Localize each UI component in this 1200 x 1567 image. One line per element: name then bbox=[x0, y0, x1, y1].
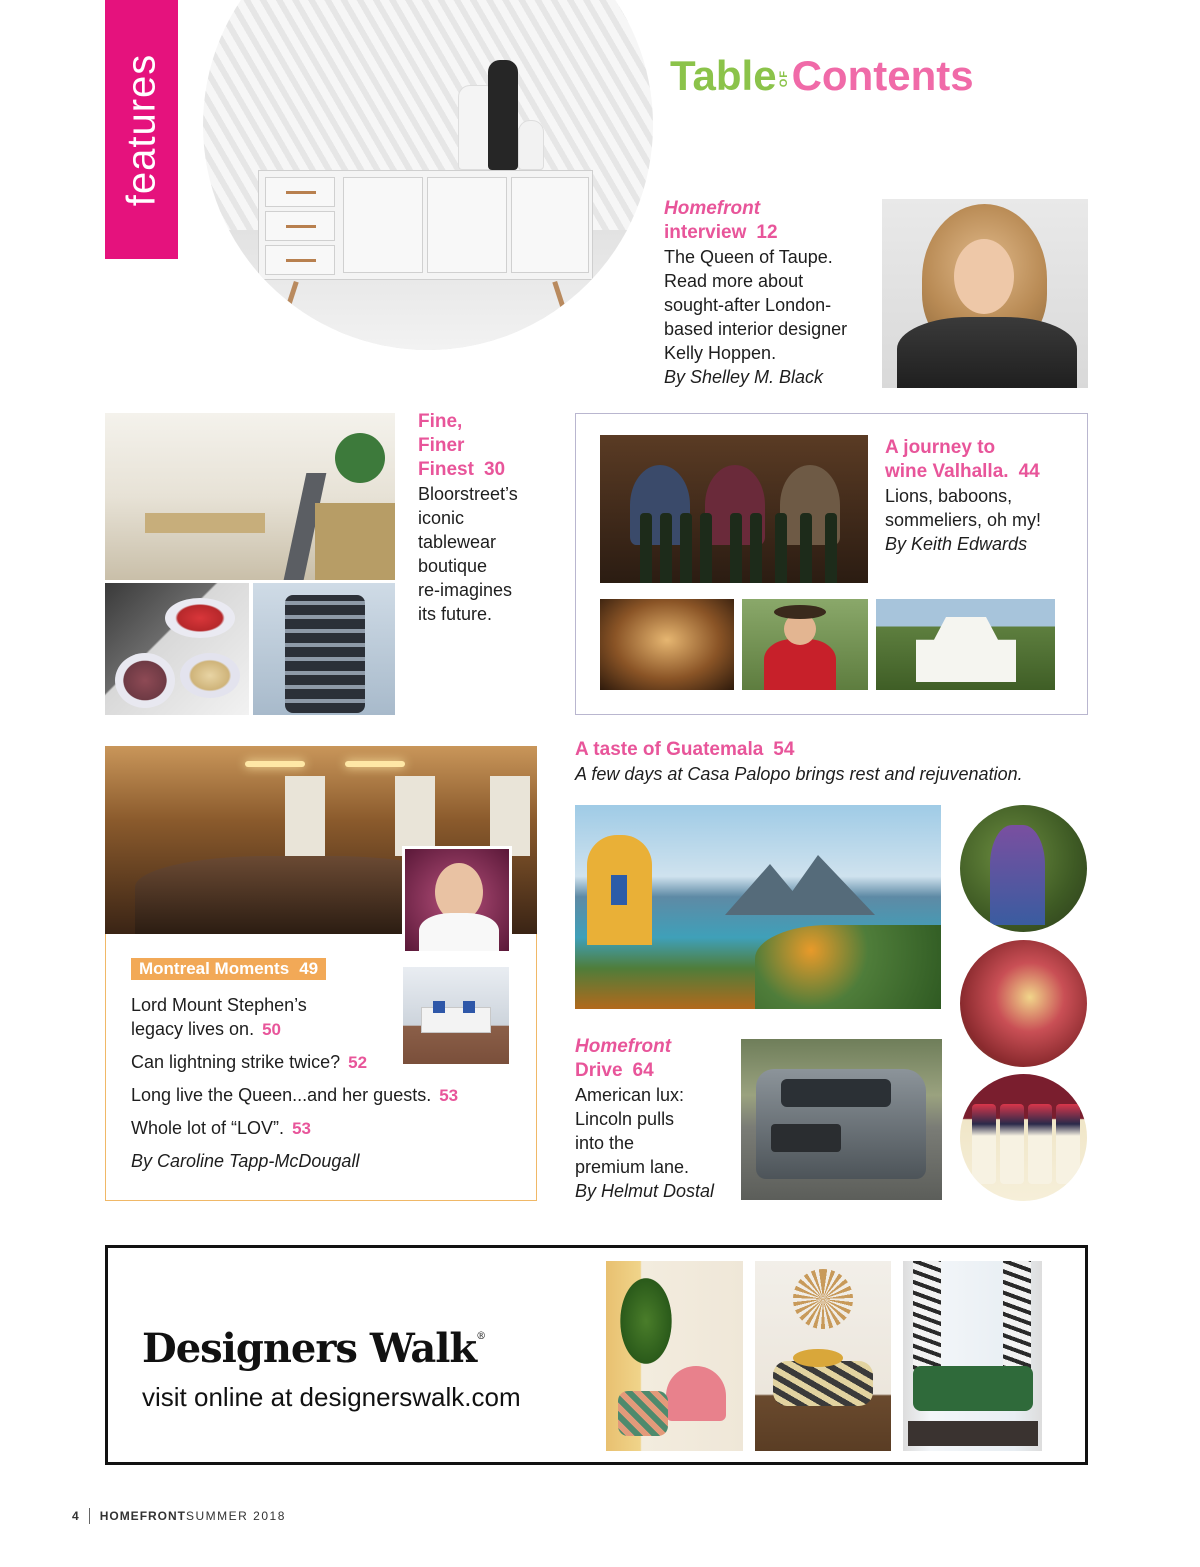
article-byline: By Shelley M. Black bbox=[664, 367, 824, 387]
section-tab-label: features bbox=[119, 53, 163, 206]
photo-detail bbox=[755, 925, 941, 1009]
list-item-text: legacy lives on. bbox=[131, 1019, 255, 1039]
wine-cellar-photo bbox=[600, 599, 734, 690]
article-guatemala[interactable] bbox=[575, 738, 1075, 786]
article-body-line: The Queen of Taupe. bbox=[664, 247, 833, 267]
photo-detail bbox=[775, 513, 787, 583]
photo-detail bbox=[793, 1269, 853, 1329]
cape-dutch-house-photo bbox=[876, 599, 1055, 690]
photo-detail bbox=[730, 513, 742, 583]
article-body-line: sought-after London- bbox=[664, 295, 832, 315]
sideboard-door bbox=[427, 177, 507, 273]
article-body-line: sommeliers, oh my! bbox=[885, 510, 1042, 530]
photo-detail bbox=[771, 1124, 841, 1152]
photo-detail bbox=[245, 761, 305, 767]
boutique-interior-photo bbox=[105, 413, 395, 580]
footer-divider bbox=[89, 1508, 90, 1524]
photo-detail bbox=[640, 513, 652, 583]
footer-magazine-name: HOMEFRONT bbox=[99, 1509, 187, 1523]
photo-detail bbox=[315, 503, 395, 580]
photo-detail bbox=[793, 1349, 843, 1367]
section-tab bbox=[105, 0, 178, 259]
crystal-vase-photo bbox=[253, 583, 395, 715]
lake-atitlan-photo bbox=[575, 805, 941, 1009]
page-number: 53 bbox=[292, 1119, 311, 1138]
photo-detail bbox=[725, 855, 875, 915]
lincoln-suv-photo bbox=[741, 1039, 942, 1200]
article-body-line: Read more about bbox=[664, 271, 804, 291]
page-number: 49 bbox=[299, 959, 319, 978]
montreal-label-text: Montreal Moments bbox=[139, 959, 290, 978]
list-item[interactable] bbox=[131, 1083, 531, 1108]
photo-detail bbox=[666, 1366, 726, 1421]
sideboard-drawer bbox=[265, 177, 335, 207]
desserts-circle-photo bbox=[960, 1074, 1087, 1201]
photo-detail bbox=[972, 1104, 996, 1184]
photo-detail bbox=[1000, 1104, 1024, 1184]
hero-vase-black bbox=[488, 60, 518, 170]
ad-photo-pink-chair bbox=[606, 1261, 743, 1451]
page-number: 54 bbox=[773, 739, 795, 760]
photo-detail bbox=[618, 1391, 668, 1436]
photo-detail bbox=[781, 1079, 891, 1107]
photo-detail bbox=[587, 835, 652, 945]
page-footer bbox=[72, 1508, 286, 1524]
list-item-text: Long live the Queen...and her guests. bbox=[131, 1085, 432, 1105]
article-head: interview bbox=[664, 222, 747, 243]
photo-detail bbox=[764, 639, 836, 690]
title-part-2: Contents bbox=[791, 52, 974, 99]
title-part-1: Table bbox=[670, 52, 777, 99]
article-head: Finest bbox=[418, 459, 474, 480]
article-body-line: Bloorstreet’s bbox=[418, 484, 518, 504]
photo-detail bbox=[335, 433, 385, 483]
list-item[interactable] bbox=[131, 1050, 531, 1075]
photo-detail bbox=[419, 913, 499, 954]
photo-detail bbox=[800, 513, 812, 583]
hero-vase-small bbox=[518, 120, 544, 170]
article-head: Drive bbox=[575, 1060, 623, 1081]
list-item-text: Can lightning strike twice? bbox=[131, 1052, 341, 1072]
sideboard-drawer bbox=[265, 245, 335, 275]
page-number: 53 bbox=[439, 1086, 459, 1105]
chef-portrait-photo bbox=[402, 846, 512, 954]
article-head: Fine, bbox=[418, 411, 463, 432]
ad-photo-green-sofa bbox=[903, 1261, 1042, 1451]
photo-detail bbox=[700, 513, 712, 583]
photo-detail bbox=[916, 617, 1016, 682]
list-item[interactable] bbox=[131, 993, 531, 1042]
ad-url-text[interactable]: visit online at designerswalk.com bbox=[142, 1382, 521, 1412]
photo-detail bbox=[395, 776, 435, 856]
article-body-line: iconic bbox=[418, 508, 465, 528]
article-head: Finer bbox=[418, 435, 465, 456]
photo-detail bbox=[145, 513, 265, 533]
article-body-line: boutique bbox=[418, 556, 488, 576]
photo-detail bbox=[908, 1421, 1038, 1446]
article-subhead: A few days at Casa Palopo brings rest and rejuvenation. bbox=[575, 764, 1023, 784]
photo-detail bbox=[616, 1271, 676, 1371]
hero-sideboard bbox=[258, 170, 593, 280]
article-body-line: American lux: bbox=[575, 1085, 685, 1105]
article-body-line: Kelly Hoppen. bbox=[664, 343, 777, 363]
article-body-line: its future. bbox=[418, 604, 493, 624]
photo-detail bbox=[897, 317, 1077, 388]
list-item-text: Whole lot of “LOV”. bbox=[131, 1118, 285, 1138]
article-fine-finer-finest[interactable] bbox=[418, 410, 558, 626]
registered-mark: ® bbox=[476, 1331, 486, 1342]
photo-detail bbox=[954, 239, 1014, 314]
photo-detail bbox=[680, 513, 692, 583]
cook-circle-photo bbox=[960, 805, 1087, 932]
article-body-line: into the bbox=[575, 1133, 635, 1153]
photo-detail bbox=[825, 513, 837, 583]
page-number: 52 bbox=[348, 1053, 368, 1072]
article-wine-valhalla[interactable] bbox=[885, 436, 1075, 556]
list-item[interactable] bbox=[131, 1116, 531, 1141]
article-body-line: premium lane. bbox=[575, 1157, 690, 1177]
photo-detail bbox=[1028, 1104, 1052, 1184]
article-body-line: re-imagines bbox=[418, 580, 513, 600]
page-number: 64 bbox=[632, 1060, 654, 1081]
article-byline: By Caroline Tapp-McDougall bbox=[131, 1151, 360, 1171]
ad-brand-logo bbox=[142, 1325, 485, 1372]
sideboard-door bbox=[511, 177, 589, 273]
page-title bbox=[670, 52, 974, 100]
photo-detail bbox=[750, 513, 762, 583]
hero-sideboard-image bbox=[203, 0, 653, 350]
kelly-hoppen-photo bbox=[882, 199, 1088, 388]
ad-brand-text: Designers Walk bbox=[142, 1325, 477, 1372]
photo-detail bbox=[115, 653, 175, 708]
page-number: 50 bbox=[262, 1020, 281, 1039]
tableware-bowls-photo bbox=[105, 583, 249, 715]
montreal-article-list bbox=[131, 993, 531, 1173]
photo-detail bbox=[345, 761, 405, 767]
photo-detail bbox=[913, 1366, 1033, 1411]
ad-photo-ottoman bbox=[755, 1261, 891, 1451]
list-item-text: Lord Mount Stephen’s bbox=[131, 995, 307, 1015]
article-byline: By Helmut Dostal bbox=[575, 1181, 715, 1201]
photo-detail bbox=[285, 595, 365, 713]
photo-detail bbox=[774, 605, 826, 619]
sideboard-drawer bbox=[265, 211, 335, 241]
photo-detail bbox=[165, 598, 235, 638]
page-number: 12 bbox=[756, 222, 778, 243]
photo-detail bbox=[490, 776, 530, 856]
article-homefront-drive[interactable] bbox=[575, 1035, 735, 1203]
photo-detail bbox=[773, 1361, 873, 1406]
footer-issue: SUMMER 2018 bbox=[186, 1509, 286, 1523]
photo-detail bbox=[285, 776, 325, 856]
article-body-line: Lincoln pulls bbox=[575, 1109, 675, 1129]
page-number: 30 bbox=[483, 459, 506, 480]
article-head: wine Valhalla. bbox=[885, 461, 1009, 482]
article-byline: By Keith Edwards bbox=[885, 534, 1028, 554]
title-of: OF bbox=[777, 70, 790, 88]
article-body-line: Lions, baboons, bbox=[885, 486, 1013, 506]
article-body-line: based interior designer bbox=[664, 319, 848, 339]
photo-detail bbox=[660, 513, 672, 583]
man-in-hat-photo bbox=[742, 599, 868, 690]
article-head: Homefront bbox=[664, 198, 761, 219]
article-homefront-interview[interactable] bbox=[664, 197, 874, 389]
article-body-line: tablewear bbox=[418, 532, 497, 552]
article-head: Homefront bbox=[575, 1036, 672, 1057]
article-head: A taste of Guatemala bbox=[575, 739, 764, 760]
page-number: 44 bbox=[1018, 461, 1040, 482]
photo-detail bbox=[180, 653, 240, 698]
footer-page-number: 4 bbox=[72, 1509, 79, 1523]
photo-detail bbox=[1056, 1104, 1080, 1184]
montreal-moments-label[interactable] bbox=[131, 958, 326, 980]
charcuterie-circle-photo bbox=[960, 940, 1087, 1067]
sideboard-door bbox=[343, 177, 423, 273]
article-head: A journey to bbox=[885, 437, 996, 458]
photo-detail bbox=[990, 825, 1045, 925]
sommeliers-photo bbox=[600, 435, 868, 583]
